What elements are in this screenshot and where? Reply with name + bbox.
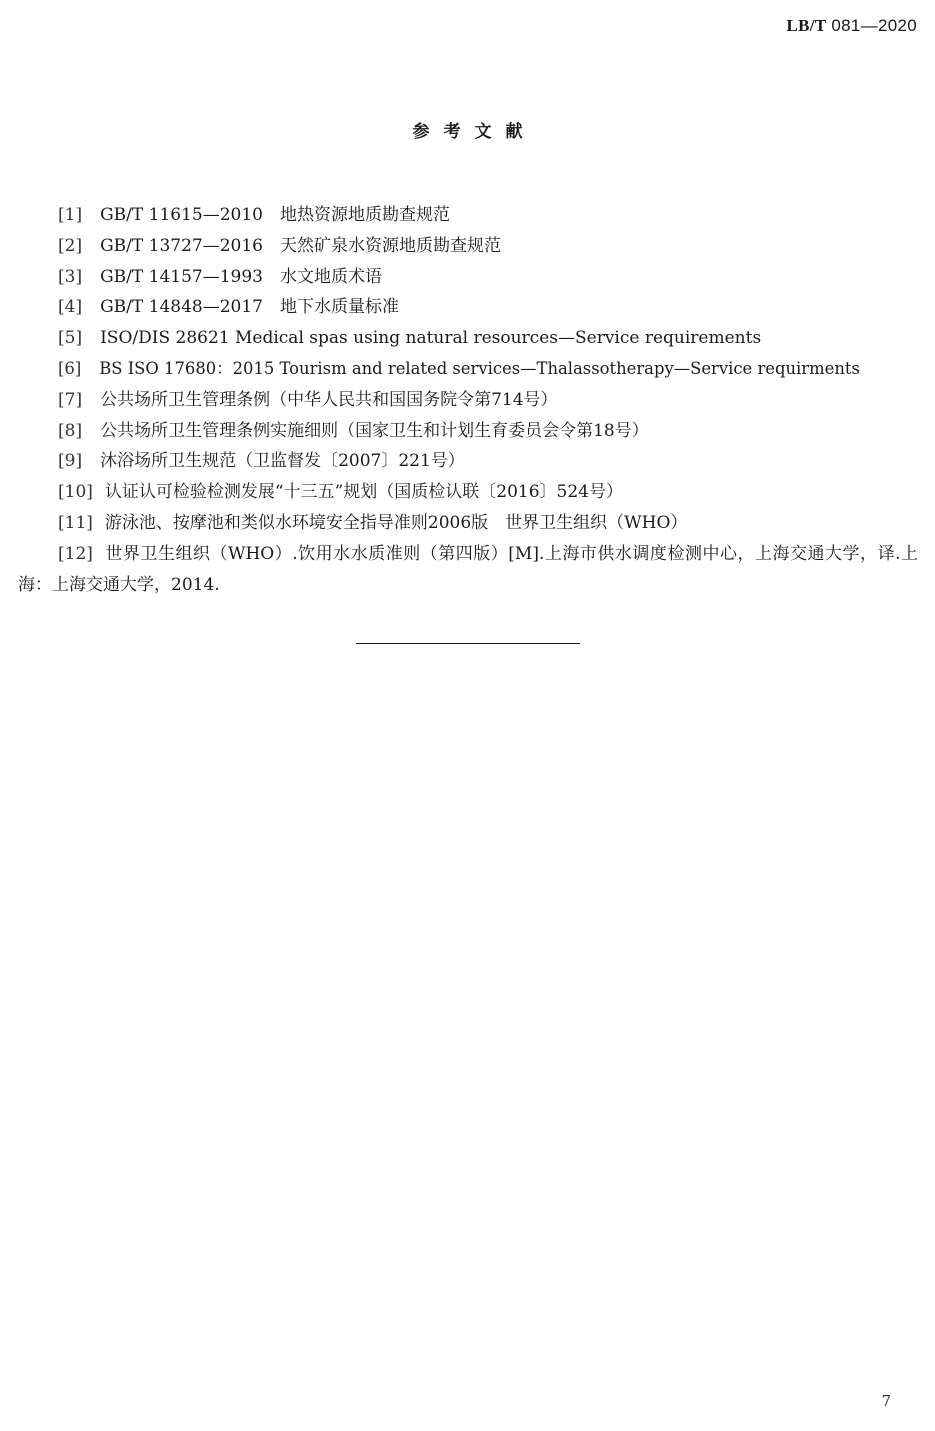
reference-number: [8] bbox=[58, 420, 83, 441]
reference-item bbox=[18, 446, 918, 477]
reference-item bbox=[18, 416, 918, 447]
reference-text: GB/T 11615—2010 地热资源地质勘查规范 bbox=[100, 205, 450, 225]
reference-text: 世界卫生组织（WHO）.饮用水水质准则（第四版）[M].上海市供水调度检测中心，上海交通大学，译.上海：上海交通大学，2014. bbox=[18, 543, 918, 595]
reference-number: [4] bbox=[58, 297, 83, 318]
end-rule-divider bbox=[356, 643, 580, 644]
reference-list bbox=[18, 200, 918, 600]
reference-number: [6] bbox=[58, 358, 82, 378]
reference-text: GB/T 13727—2016 天然矿泉水资源地质勘查规范 bbox=[100, 235, 501, 256]
reference-text: BS ISO 17680：2015 Tourism and related services—Thalassotherapy—Service requirments bbox=[99, 358, 860, 378]
standard-prefix: LB/T bbox=[786, 16, 827, 35]
page-number: 7 bbox=[881, 1392, 891, 1410]
reference-text: 游泳池、按摩池和类似水环境安全指导准则2006版 世界卫生组织（WHO） bbox=[104, 512, 688, 533]
reference-item bbox=[18, 262, 918, 293]
reference-number: [5] bbox=[58, 328, 83, 349]
reference-item bbox=[18, 292, 918, 323]
reference-number: [10] bbox=[58, 482, 93, 503]
reference-number: [2] bbox=[58, 235, 83, 256]
reference-item bbox=[18, 200, 918, 231]
standard-code-header bbox=[786, 16, 917, 36]
reference-number: [3] bbox=[58, 266, 83, 287]
reference-item bbox=[18, 508, 918, 539]
reference-text: GB/T 14848—2017 地下水质量标准 bbox=[100, 297, 399, 318]
reference-text: 公共场所卫生管理条例（中华人民共和国国务院令第714号） bbox=[100, 389, 558, 410]
reference-item bbox=[18, 539, 918, 601]
reference-item bbox=[18, 323, 918, 354]
reference-text: 公共场所卫生管理条例实施细则（国家卫生和计划生育委员会令第18号） bbox=[100, 420, 649, 441]
reference-text: 沐浴场所卫生规范（卫监督发〔2007〕221号） bbox=[100, 451, 465, 472]
references-title: 参考文献 bbox=[412, 122, 537, 142]
reference-number: [11] bbox=[58, 512, 93, 533]
reference-text: 认证认可检验检测发展“十三五”规划（国质检认联〔2016〕524号） bbox=[104, 482, 623, 503]
reference-text: GB/T 14157—1993 水文地质术语 bbox=[100, 266, 382, 287]
standard-number: 081—2020 bbox=[826, 16, 917, 35]
reference-item bbox=[18, 477, 918, 508]
reference-number: [9] bbox=[58, 451, 83, 472]
reference-number: [7] bbox=[58, 389, 83, 410]
reference-text: ISO/DIS 28621 Medical spas using natural resources—Service requirements bbox=[100, 328, 762, 349]
reference-item bbox=[18, 385, 918, 416]
reference-item bbox=[18, 231, 918, 262]
reference-number: [1] bbox=[58, 205, 83, 225]
reference-number: [12] bbox=[58, 543, 93, 564]
reference-item bbox=[18, 354, 918, 385]
